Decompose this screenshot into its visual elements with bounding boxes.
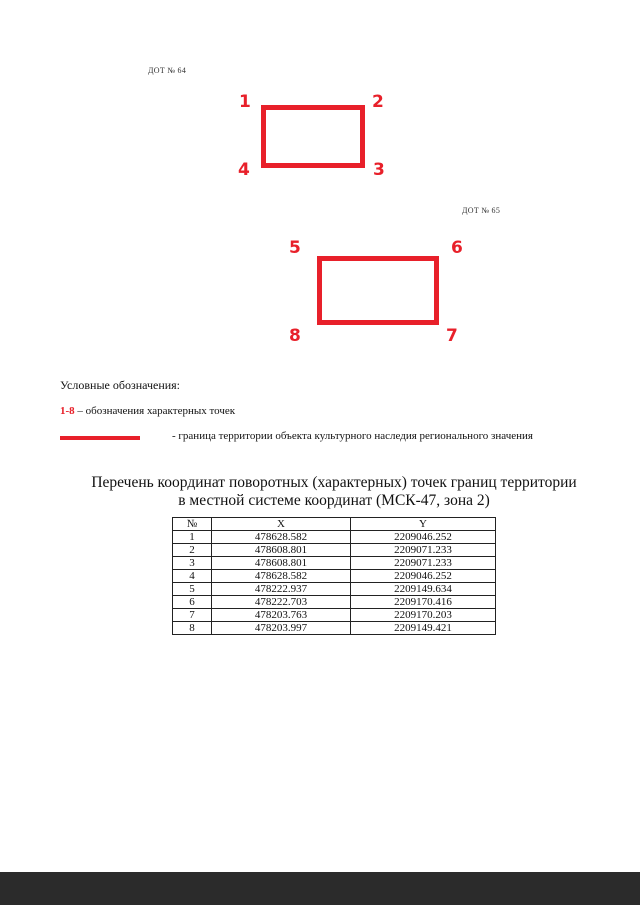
cell-x: 478628.582: [212, 531, 351, 544]
cell-x: 478608.801: [212, 557, 351, 570]
header-x: X: [212, 518, 351, 531]
legend-boundary-text: - граница территории объекта культурного наследия регионального значения: [172, 430, 533, 442]
cell-y: 2209071.233: [351, 544, 496, 557]
cell-number: 6: [173, 596, 212, 609]
cell-number: 3: [173, 557, 212, 570]
legend-title: Условные обозначения:: [60, 378, 181, 392]
cell-y: 2209170.203: [351, 609, 496, 622]
legend-boundary-swatch: [60, 436, 140, 440]
header-y: Y: [351, 518, 496, 531]
cell-x: 478222.703: [212, 596, 351, 609]
point-1-label: 1: [239, 92, 251, 112]
cell-y: 2209046.252: [351, 570, 496, 583]
cell-y: 2209046.252: [351, 531, 496, 544]
boundary-rect-dot-64: [261, 105, 365, 168]
coordinates-table: [172, 517, 496, 635]
table-row: [173, 557, 496, 570]
point-7-label: 7: [446, 326, 458, 346]
cell-y: 2209170.416: [351, 596, 496, 609]
point-4-label: 4: [238, 160, 250, 180]
legend-points-text: – обозначения характерных точек: [74, 405, 236, 417]
point-5-label: 5: [289, 238, 301, 258]
point-3-label: 3: [373, 160, 385, 180]
point-8-label: 8: [289, 326, 301, 346]
table-row: [173, 609, 496, 622]
table-row: [173, 622, 496, 635]
header-number: №: [173, 518, 212, 531]
table-row: [173, 544, 496, 557]
cell-x: 478628.582: [212, 570, 351, 583]
table-row: [173, 531, 496, 544]
cell-x: 478203.997: [212, 622, 351, 635]
heading-line-1: Перечень координат поворотных (характерных) точек границ территории: [91, 474, 577, 491]
table-row: [173, 583, 496, 596]
cell-number: 8: [173, 622, 212, 635]
cell-y: 2209149.421: [351, 622, 496, 635]
scan-bottom-edge: [0, 872, 640, 905]
dot-64-label: ДОТ № 64: [148, 66, 187, 75]
cell-number: 4: [173, 570, 212, 583]
table-header-row: [173, 518, 496, 531]
cell-number: 2: [173, 544, 212, 557]
table-row: [173, 596, 496, 609]
cell-y: 2209149.634: [351, 583, 496, 596]
cell-number: 7: [173, 609, 212, 622]
legend-points-entry: [60, 405, 235, 417]
cell-y: 2209071.233: [351, 557, 496, 570]
cell-number: 5: [173, 583, 212, 596]
coordinates-heading: [60, 474, 608, 510]
table-row: [173, 570, 496, 583]
cell-x: 478222.937: [212, 583, 351, 596]
heading-line-2: в местной системе координат (МСК-47, зона 2): [178, 492, 490, 509]
cell-x: 478203.763: [212, 609, 351, 622]
dot-65-label: ДОТ № 65: [462, 206, 501, 215]
boundary-rect-dot-65: [317, 256, 439, 325]
legend-points-range: 1-8: [60, 405, 75, 417]
cell-x: 478608.801: [212, 544, 351, 557]
point-6-label: 6: [451, 238, 463, 258]
cell-number: 1: [173, 531, 212, 544]
point-2-label: 2: [372, 92, 384, 112]
